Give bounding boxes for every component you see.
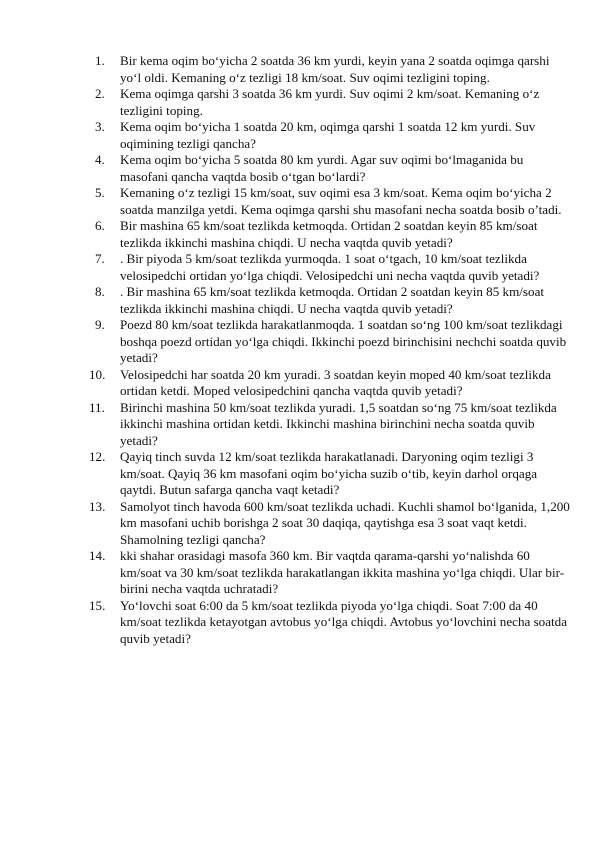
problem-item (89, 449, 570, 499)
problem-list (89, 53, 570, 647)
problem-text: Yo‘lovchi soat 6:00 da 5 km/soat tezlikda piyoda yo‘lga chiqdi. Soat 7:00 da 40 km/soat tezlikda ketayotgan avtobus yo‘lga chiqdi. Avtobus yo‘lovchini necha soatda quvib yetadi? (120, 597, 568, 646)
problem-item (89, 548, 570, 598)
problem-text: kki shahar orasidagi masofa 360 km. Bir vaqtda qarama-qarshi yo‘nalishda 60 km/soat va 30 km/soat tezlikda harakatlangan ikkita mashina yo‘lga chiqdi. Ular bir-birini necha vaqtda uchratadi? (120, 548, 565, 596)
problem-number: 10. (89, 366, 106, 382)
problem-number: 7. (95, 251, 105, 266)
problem-number: 11. (89, 399, 105, 415)
problem-number: 3. (95, 119, 105, 134)
problem-item (95, 251, 570, 284)
problem-item (89, 498, 570, 549)
problem-text: . Bir mashina 65 km/soat tezlikda ketmoqda. Ortidan 2 soatdan keyin 85 km/soat tezlikda ikkinchi mashina chiqdi. U necha vaqtda quvib yetadi? (120, 284, 545, 316)
problem-item (89, 597, 570, 648)
problem-item (95, 317, 570, 367)
problem-text: Qayiq tinch suvda 12 km/soat tezlikda harakatlanadi. Daryoning oqim tezligi 3 km/soat. Qayiq 36 km masofani oqim bo‘yicha suzib o‘tib, keyin darhol orqaga qaytdi. Butun safarga qancha vaqt ketadi? (120, 449, 538, 497)
problem-item (95, 86, 570, 119)
problem-text: Poezd 80 km/soat tezlikda harakatlanmoqda. 1 soatdan so‘ng 100 km/soat tezlikdagi boshqa poezd ortidan yo‘lga chiqdi. Ikkinchi poezd birinchisini nechchi soatda quvib yetadi? (120, 317, 567, 365)
problem-item (95, 119, 570, 152)
problem-text: Kemaning o‘z tezligi 15 km/soat, suv oqimi esa 3 km/soat. Kema oqim bo‘yicha 2 soatda manzilga yetdi. Kema oqimga qarshi shu masofani necha soatda bosib o’tadi. (120, 185, 562, 217)
problem-number: 14. (89, 548, 106, 563)
problem-item (95, 53, 570, 86)
problem-number: 6. (95, 218, 105, 233)
problem-item (95, 185, 570, 218)
problem-number: 8. (95, 284, 105, 299)
problem-number: 4. (95, 152, 105, 167)
problem-item (95, 218, 570, 251)
problem-number: 1. (95, 53, 105, 68)
problem-number: 13. (89, 498, 106, 514)
problem-text: Bir mashina 65 km/soat tezlikda ketmoqda. Ortidan 2 soatdan keyin 85 km/soat tezlikda ikkinchi mashina chiqdi. U necha vaqtda quvib yetadi? (120, 218, 538, 250)
problem-number: 9. (95, 317, 105, 332)
problem-text: Birinchi mashina 50 km/soat tezlikda yuradi. 1,5 soatdan so‘ng 75 km/soat tezlikda ikkinchi mashina ortidan ketdi. Ikkinchi mashina birinchini necha soatda quvib yetadi? (120, 399, 557, 448)
problem-number: 5. (95, 185, 105, 200)
problem-item (89, 366, 570, 400)
problem-number: 15. (89, 597, 106, 613)
problem-item (89, 399, 570, 450)
problem-item (95, 152, 570, 185)
problem-item (95, 284, 570, 317)
problem-text: Kema oqim bo‘yicha 1 soatda 20 km, oqimga qarshi 1 soatda 12 km yurdi. Suv oqimining tezligi qancha? (120, 119, 536, 151)
problem-text: . Bir piyoda 5 km/soat tezlikda yurmoqda. 1 soat o‘tgach, 10 km/soat tezlikda velosipedchi ortidan yo‘lga chiqdi. Velosipedchi uni necha vaqtda quvib yetadi? (120, 251, 540, 283)
problem-text: Kema oqim bo‘yicha 5 soatda 80 km yurdi. Agar suv oqimi bo‘lmaganida bu masofani qancha vaqtda bosib o‘tgan bo‘lardi? (120, 152, 524, 184)
problem-text: Kema oqimga qarshi 3 soatda 36 km yurdi. Suv oqimi 2 km/soat. Kemaning o‘z tezligini toping. (120, 86, 540, 118)
problem-text: Bir kema oqim bo‘yicha 2 soatda 36 km yurdi, keyin yana 2 soatda oqimga qarshi yo‘l oldi. Kemaning o‘z tezligi 18 km/soat. Suv oqimi tezligini toping. (120, 53, 550, 85)
problem-number: 2. (95, 86, 105, 101)
problem-text: Samolyot tinch havoda 600 km/soat tezlikda uchadi. Kuchli shamol bo‘lganida, 1,200 km masofani uchib borishga 2 soat 30 daqiqa, qaytishga esa 3 soat vaqt ketdi. Shamolning tezligi qancha? (120, 498, 570, 547)
problem-number: 12. (89, 449, 106, 464)
problem-text: Velosipedchi har soatda 20 km yuradi. 3 soatdan keyin moped 40 km/soat tezlikda ortidan ketdi. Moped velosipedchini qancha vaqtda quvib yetadi? (120, 366, 551, 398)
